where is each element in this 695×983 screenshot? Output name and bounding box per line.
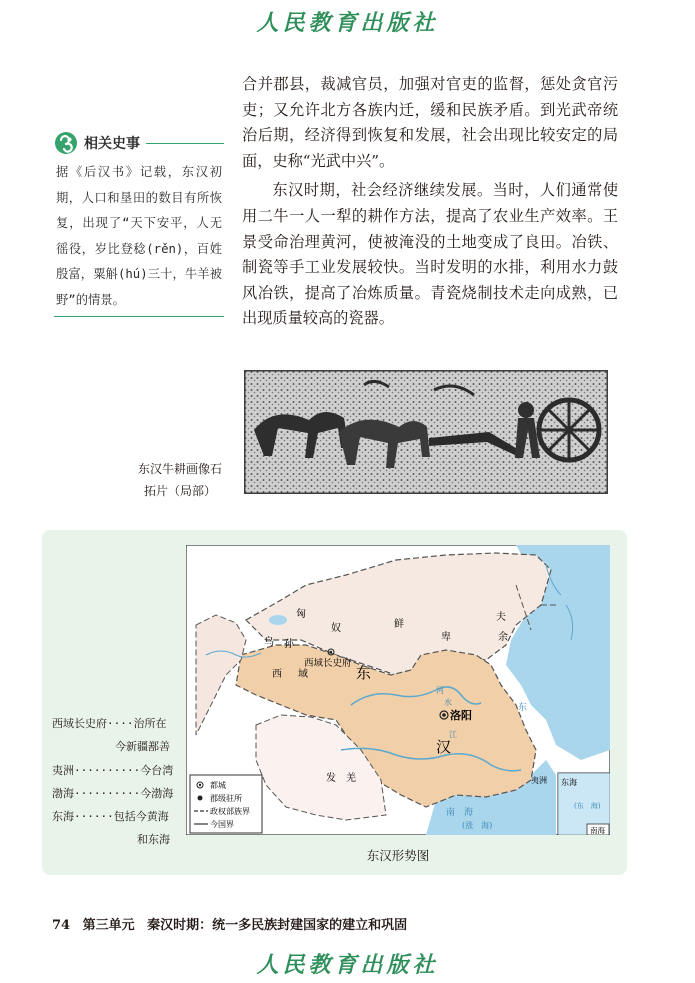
map-label-dongyi: 夷洲 <box>531 776 547 785</box>
map-label-shui: 水 <box>444 698 452 707</box>
map-label-dong: 东 <box>356 664 372 682</box>
map-label-xianbei-1: 鲜 <box>394 619 404 630</box>
page-number: 74 <box>52 918 71 933</box>
map-note: 渤海··········今渤海 <box>52 786 174 800</box>
map-label-fuyu-1: 夫 <box>496 612 506 623</box>
map-note: 今新疆鄯善 <box>115 740 170 754</box>
map-legend <box>190 775 262 833</box>
map-label-fuyu-2: 余 <box>498 632 508 643</box>
page-footer <box>52 914 407 933</box>
map-label-wusun-1: 乌 <box>264 637 274 648</box>
map-label-jiang: 江 <box>449 730 457 739</box>
map-note: 西域长史府····治所在 <box>52 717 167 730</box>
rubbing-caption <box>120 458 240 502</box>
lake <box>269 615 287 625</box>
map-label-protectorate: 西域长史府 <box>304 658 352 669</box>
sidebar-body: 据《后汉书》记载，东汉初期，人口和垦田的数目有所恢复，出现了“天下安平，人无徭役，岁比登稔(rěn)，百姓殷富，粟斛(hú)三十，牛羊被野”的情景。 <box>56 165 222 307</box>
inset-title: 东海 <box>561 778 577 787</box>
related-history-sidebar <box>54 130 224 317</box>
main-paragraph-1: 合并郡县，裁减官员，加强对官吏的监督，惩处贪官污吏；又允许北方各族内迁，缓和民族矛盾。到光武帝统治后期，经济得到恢复和发展，社会出现比较安定的局面，史称“光武中兴”。 <box>242 75 618 170</box>
publisher-footer: 人民教育出版社 <box>256 952 439 978</box>
legend-label-commandery: 郡级驻所 <box>210 794 242 803</box>
unit-title: 秦汉时期：统一多民族封建国家的建立和巩固 <box>147 918 408 933</box>
sidebar-title-rule <box>146 143 224 144</box>
map-note: 东海······包括今黄海 <box>52 810 169 824</box>
legend-label-capital: 都城 <box>210 781 226 790</box>
main-text <box>242 72 618 332</box>
map-label-fa-qiang: 发 羌 <box>326 773 356 784</box>
map-note: 夷洲··········今台湾 <box>52 763 174 777</box>
main-paragraph-2: 东汉时期，社会经济继续发展。当时，人们通常使用二牛一人一犁的耕作方法，提高了农业生产效率。王景受命治理黄河，使被淹没的土地变成了良田。冶铁、制瓷等手工业发展较快。当时发明的水排，利用水力鼓风冶铁，提高了冶炼质量。青瓷烧制技术走向成熟，已出现质量较高的瓷器。 <box>242 181 618 328</box>
map-label-wusun-2: 孙 <box>284 639 294 650</box>
legend-commandery-icon <box>198 796 203 801</box>
legend-label-border: 政权部族界 <box>210 807 250 816</box>
publisher-header: 人民教育出版社 <box>256 10 439 36</box>
sidebar-bottom-rule <box>54 316 224 317</box>
inset-sea: (东 海) <box>574 802 601 810</box>
map-label-xianbei-2: 卑 <box>441 632 451 643</box>
map-label-xiongnu-1: 匈 <box>296 609 306 620</box>
map-note: 和东海 <box>137 833 170 847</box>
ox-plowing-stone-rubbing <box>244 370 608 494</box>
legend-label-modern-border: 今国界 <box>210 820 234 829</box>
map-label-xiongnu-2: 奴 <box>331 623 341 634</box>
sidebar-title: 相关史事 <box>84 136 140 152</box>
map-caption: 东汉形势图 <box>366 848 430 863</box>
sidebar-header <box>54 130 224 156</box>
map-label-xiyu-2: 域 <box>298 669 308 680</box>
rubbing-caption-line-2: 拓片（局部） <box>143 484 216 498</box>
map-label-han: 汉 <box>436 738 452 756</box>
related-history-icon <box>54 131 78 155</box>
unit-label: 第三单元 <box>82 918 135 933</box>
map-label-xiyu-1: 西 <box>272 669 282 680</box>
map-label-south-sea: 南 海 <box>446 808 474 818</box>
map-label-luoyang: 洛阳 <box>450 709 472 722</box>
map-label-east-sea: 东 <box>518 703 528 713</box>
inset-map <box>558 773 610 835</box>
rubbing-caption-line-1: 东汉牛耕画像石 <box>137 462 222 476</box>
map-label-he: 河 <box>436 686 444 695</box>
inset-label: 南海 <box>590 826 605 835</box>
map-notes <box>52 712 174 852</box>
map-label-south-sea-inner: (涨 海) <box>462 821 493 830</box>
eastern-han-map <box>186 545 610 835</box>
